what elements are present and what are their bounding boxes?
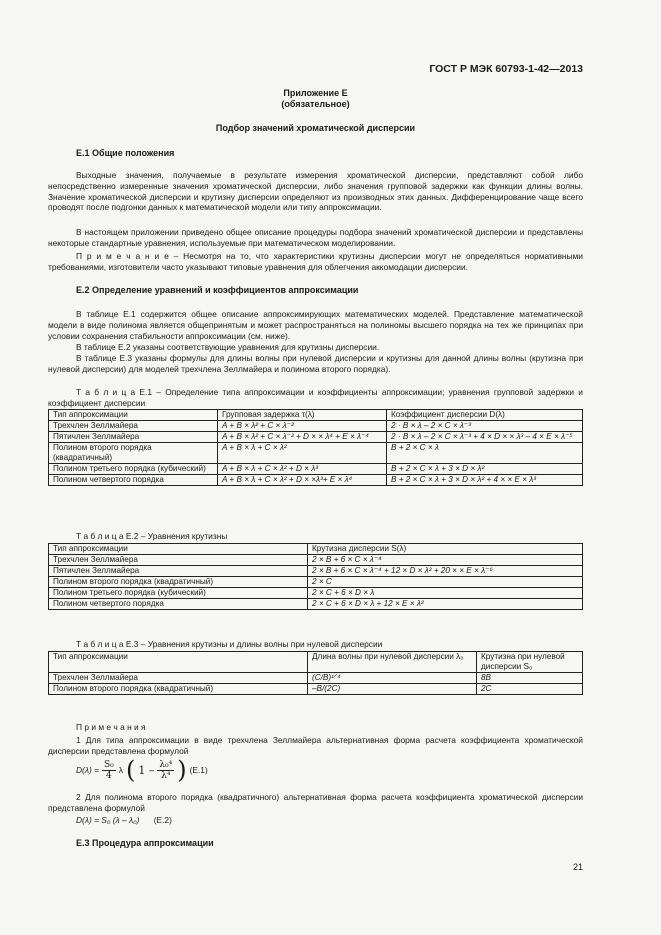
right-paren: ) bbox=[177, 756, 187, 784]
column-header: Длина волны при нулевой дисперсии λ₀ bbox=[308, 652, 477, 673]
table-row bbox=[49, 432, 583, 443]
note-1: 1 Для типа аппроксимации в виде трехчлена Зеллмайера альтернативная форма расчета коэффициента хроматической дисперсии представлена формулой bbox=[48, 735, 583, 756]
table-cell: 2 × B + 6 × C × λ⁻⁴ bbox=[308, 555, 583, 566]
table-cell: 2 × B + 6 × C × λ⁻⁴ + 12 × D × λ² + 20 × × E × λ⁻⁶ bbox=[308, 566, 583, 577]
caption-label: Т а б л и ц а bbox=[76, 387, 136, 397]
table-cell: 2 · B × λ – 2 × C × λ⁻³ + 4 × D × × λ³ – 4 × E × λ⁻⁵ bbox=[387, 432, 583, 443]
table-header-row bbox=[49, 544, 583, 555]
table-row bbox=[49, 464, 583, 475]
table-e2-caption bbox=[48, 531, 583, 542]
table-cell: Полином четвертого порядка bbox=[49, 475, 218, 486]
section-e2-paragraph-3: В таблице Е.3 указаны формулы для длины волны при нулевой дисперсии и крутизны для данной длины волны (крутизна при нулевой дисперсии) для моделей трехчлена Зеллмайера и полинома второго порядка). bbox=[48, 353, 583, 374]
table-row bbox=[49, 588, 583, 599]
table-e2 bbox=[48, 543, 583, 610]
table-cell: Пятичлен Зеллмайера bbox=[49, 566, 308, 577]
section-e1-note bbox=[48, 251, 583, 273]
table-cell: Трехчлен Зеллмайера bbox=[49, 555, 308, 566]
table-row bbox=[49, 566, 583, 577]
table-cell: B + 2 × C × λ + 3 × D × λ² bbox=[387, 464, 583, 475]
table-cell: Полином третьего порядка (кубический) bbox=[49, 464, 218, 475]
equation-body: D(λ) = S₀ (λ – λ₀) bbox=[76, 815, 140, 825]
page-number: 21 bbox=[572, 862, 583, 872]
note-label: П р и м е ч а н и е bbox=[76, 251, 169, 261]
fraction-numerator: S₀ bbox=[103, 759, 114, 770]
notes-label: П р и м е ч а н и я bbox=[76, 722, 146, 732]
fraction-denominator: 4 bbox=[105, 770, 112, 781]
table-cell: 2 · B × λ – 2 × C × λ⁻³ bbox=[387, 421, 583, 432]
section-e1-title: Е.1 Общие положения bbox=[76, 148, 175, 158]
table-cell: –B/(2C) bbox=[308, 684, 477, 695]
document-id: ГОСТ Р МЭК 60793-1-42—2013 bbox=[429, 63, 583, 75]
table-cell: 2 × C + 6 × D × λ bbox=[308, 588, 583, 599]
table-cell: Полином четвертого порядка bbox=[49, 599, 308, 610]
table-e3-caption bbox=[48, 639, 583, 650]
column-header: Тип аппроксимации bbox=[49, 410, 218, 421]
section-e1-paragraph-2: В настоящем приложении приведено общее описание процедуры подбора значений хроматической дисперсии и представлены некоторые стандартные уравнения, используемые при математическом моделировании. bbox=[48, 227, 583, 248]
equation-e1 bbox=[76, 756, 208, 784]
section-e2-title: Е.2 Определение уравнений и коэффициентов аппроксимации bbox=[76, 285, 359, 295]
table-row bbox=[49, 555, 583, 566]
equation-e2 bbox=[76, 815, 172, 825]
table-cell: Трехчлен Зеллмайера bbox=[49, 673, 308, 684]
table-cell: Полином второго порядка (квадратичный) bbox=[49, 443, 218, 464]
equation-one-minus: 1 – bbox=[138, 763, 155, 777]
table-cell: (C/B)¹ᐟ⁴ bbox=[308, 673, 477, 684]
column-header: Групповая задержка τ(λ) bbox=[218, 410, 387, 421]
table-cell: Полином третьего порядка (кубический) bbox=[49, 588, 308, 599]
note-text: – Несмотря на то, что характеристики крутизны дисперсии могут не определяться нормативными требованиями, изготовители часто указывают типовые уравнения для облегчения аккомодации дисперсии. bbox=[48, 251, 583, 272]
column-header: Крутизна при нулевой дисперсии S₀ bbox=[477, 652, 583, 673]
fraction-numerator: λ₀⁴ bbox=[159, 759, 173, 770]
table-cell: A + B × λ + C × λ² bbox=[218, 443, 387, 464]
table-cell: A + B × λ + C × λ² + D × λ³ bbox=[218, 464, 387, 475]
equation-lambda: λ bbox=[118, 765, 123, 775]
table-cell: 2C bbox=[477, 684, 583, 695]
table-cell: Пятичлен Зеллмайера bbox=[49, 432, 218, 443]
section-e1-paragraph-1: Выходные значения, получаемые в результате измерения хроматической дисперсии, представляют собой либо непосредственно измеренные значения хроматической дисперсии, либо значения групповой задержки как функции длины волны. Значение хроматической дисперсии и крутизну дисперсии определяют из производных этих данных. Дифференцирование чаще всего проводят после подгонки данных к математической модели или типу аппроксимации. bbox=[48, 170, 583, 213]
caption-text: Е.2 – Уравнения крутизны bbox=[123, 531, 228, 541]
table-cell: 2 × C bbox=[308, 577, 583, 588]
table-cell: A + B × λ² + C × λ⁻² bbox=[218, 421, 387, 432]
table-header-row bbox=[49, 652, 583, 673]
table-cell: Трехчлен Зеллмайера bbox=[49, 421, 218, 432]
caption-label: Т а б л и ц а bbox=[76, 531, 124, 541]
table-row bbox=[49, 577, 583, 588]
table-row bbox=[49, 684, 583, 695]
left-paren: ( bbox=[125, 756, 136, 784]
equation-fraction bbox=[102, 760, 116, 781]
table-cell: Полином второго порядка (квадратичный) bbox=[49, 577, 308, 588]
appendix-title: Приложение Е bbox=[283, 88, 348, 98]
table-row bbox=[49, 421, 583, 432]
table-cell: B + 2 × C × λ + 3 × D × λ² + 4 × × E × λ³ bbox=[387, 475, 583, 486]
table-row bbox=[49, 443, 583, 464]
equation-lhs: D(λ) = bbox=[76, 765, 99, 775]
table-e1-caption bbox=[48, 387, 583, 408]
note-2: 2 Для полинома второго порядка (квадратичного) альтернативная форма расчета коэффициента хроматической дисперсии представлена формулой bbox=[48, 792, 583, 813]
table-cell: 8B bbox=[477, 673, 583, 684]
table-cell: B + 2 × C × λ bbox=[387, 443, 583, 464]
equation-inner-fraction bbox=[157, 760, 174, 781]
table-e1 bbox=[48, 409, 583, 486]
caption-text: Е.1 – Определение типа аппроксимации и коэффициенты аппроксимации; уравнения групповой задержки и коэффициент дисперсии bbox=[48, 387, 583, 408]
section-e3-title: Е.3 Процедура аппроксимации bbox=[76, 838, 214, 848]
table-e3 bbox=[48, 651, 583, 695]
column-header: Тип аппроксимации bbox=[49, 652, 308, 673]
table-header-row bbox=[49, 410, 583, 421]
appendix-status: (обязательное) bbox=[281, 99, 350, 109]
column-header: Коэффициент дисперсии D(λ) bbox=[387, 410, 583, 421]
table-row bbox=[49, 475, 583, 486]
table-cell: A + B × λ + C × λ² + D × ×λ³+ E × λ⁴ bbox=[218, 475, 387, 486]
table-cell: A + B × λ² + C × λ⁻² + D × × λ⁴ + E × λ⁻⁴ bbox=[218, 432, 387, 443]
appendix-heading: Подбор значений хроматической дисперсии bbox=[215, 123, 416, 133]
fraction-denominator: λ⁴ bbox=[161, 770, 171, 781]
section-e2-paragraph-1: В таблице Е.1 содержится общее описание аппроксимирующих математических моделей. Представление математической модели в виде полинома является общепринятым и может распространяться на полиномы высшего порядка на тех же принципах при условии сохранения стабильности аппроксимации (см. ниже). bbox=[48, 309, 583, 341]
column-header: Тип аппроксимации bbox=[49, 544, 308, 555]
equation-ref: (Е.1) bbox=[189, 765, 208, 775]
table-cell: Полином второго порядка (квадратичный) bbox=[49, 684, 308, 695]
table-cell: 2 × C + 6 × D × λ + 12 × E × λ² bbox=[308, 599, 583, 610]
column-header: Крутизна дисперсии S(λ) bbox=[308, 544, 583, 555]
table-row bbox=[49, 673, 583, 684]
equation-ref: (Е.2) bbox=[153, 815, 172, 825]
caption-text: Е.3 – Уравнения крутизны и длины волны при нулевой дисперсии bbox=[123, 639, 383, 649]
caption-label: Т а б л и ц а bbox=[76, 639, 124, 649]
section-e2-paragraph-2: В таблице Е.2 указаны соответствующие уравнения для крутизны дисперсии. bbox=[76, 342, 380, 352]
table-row bbox=[49, 599, 583, 610]
